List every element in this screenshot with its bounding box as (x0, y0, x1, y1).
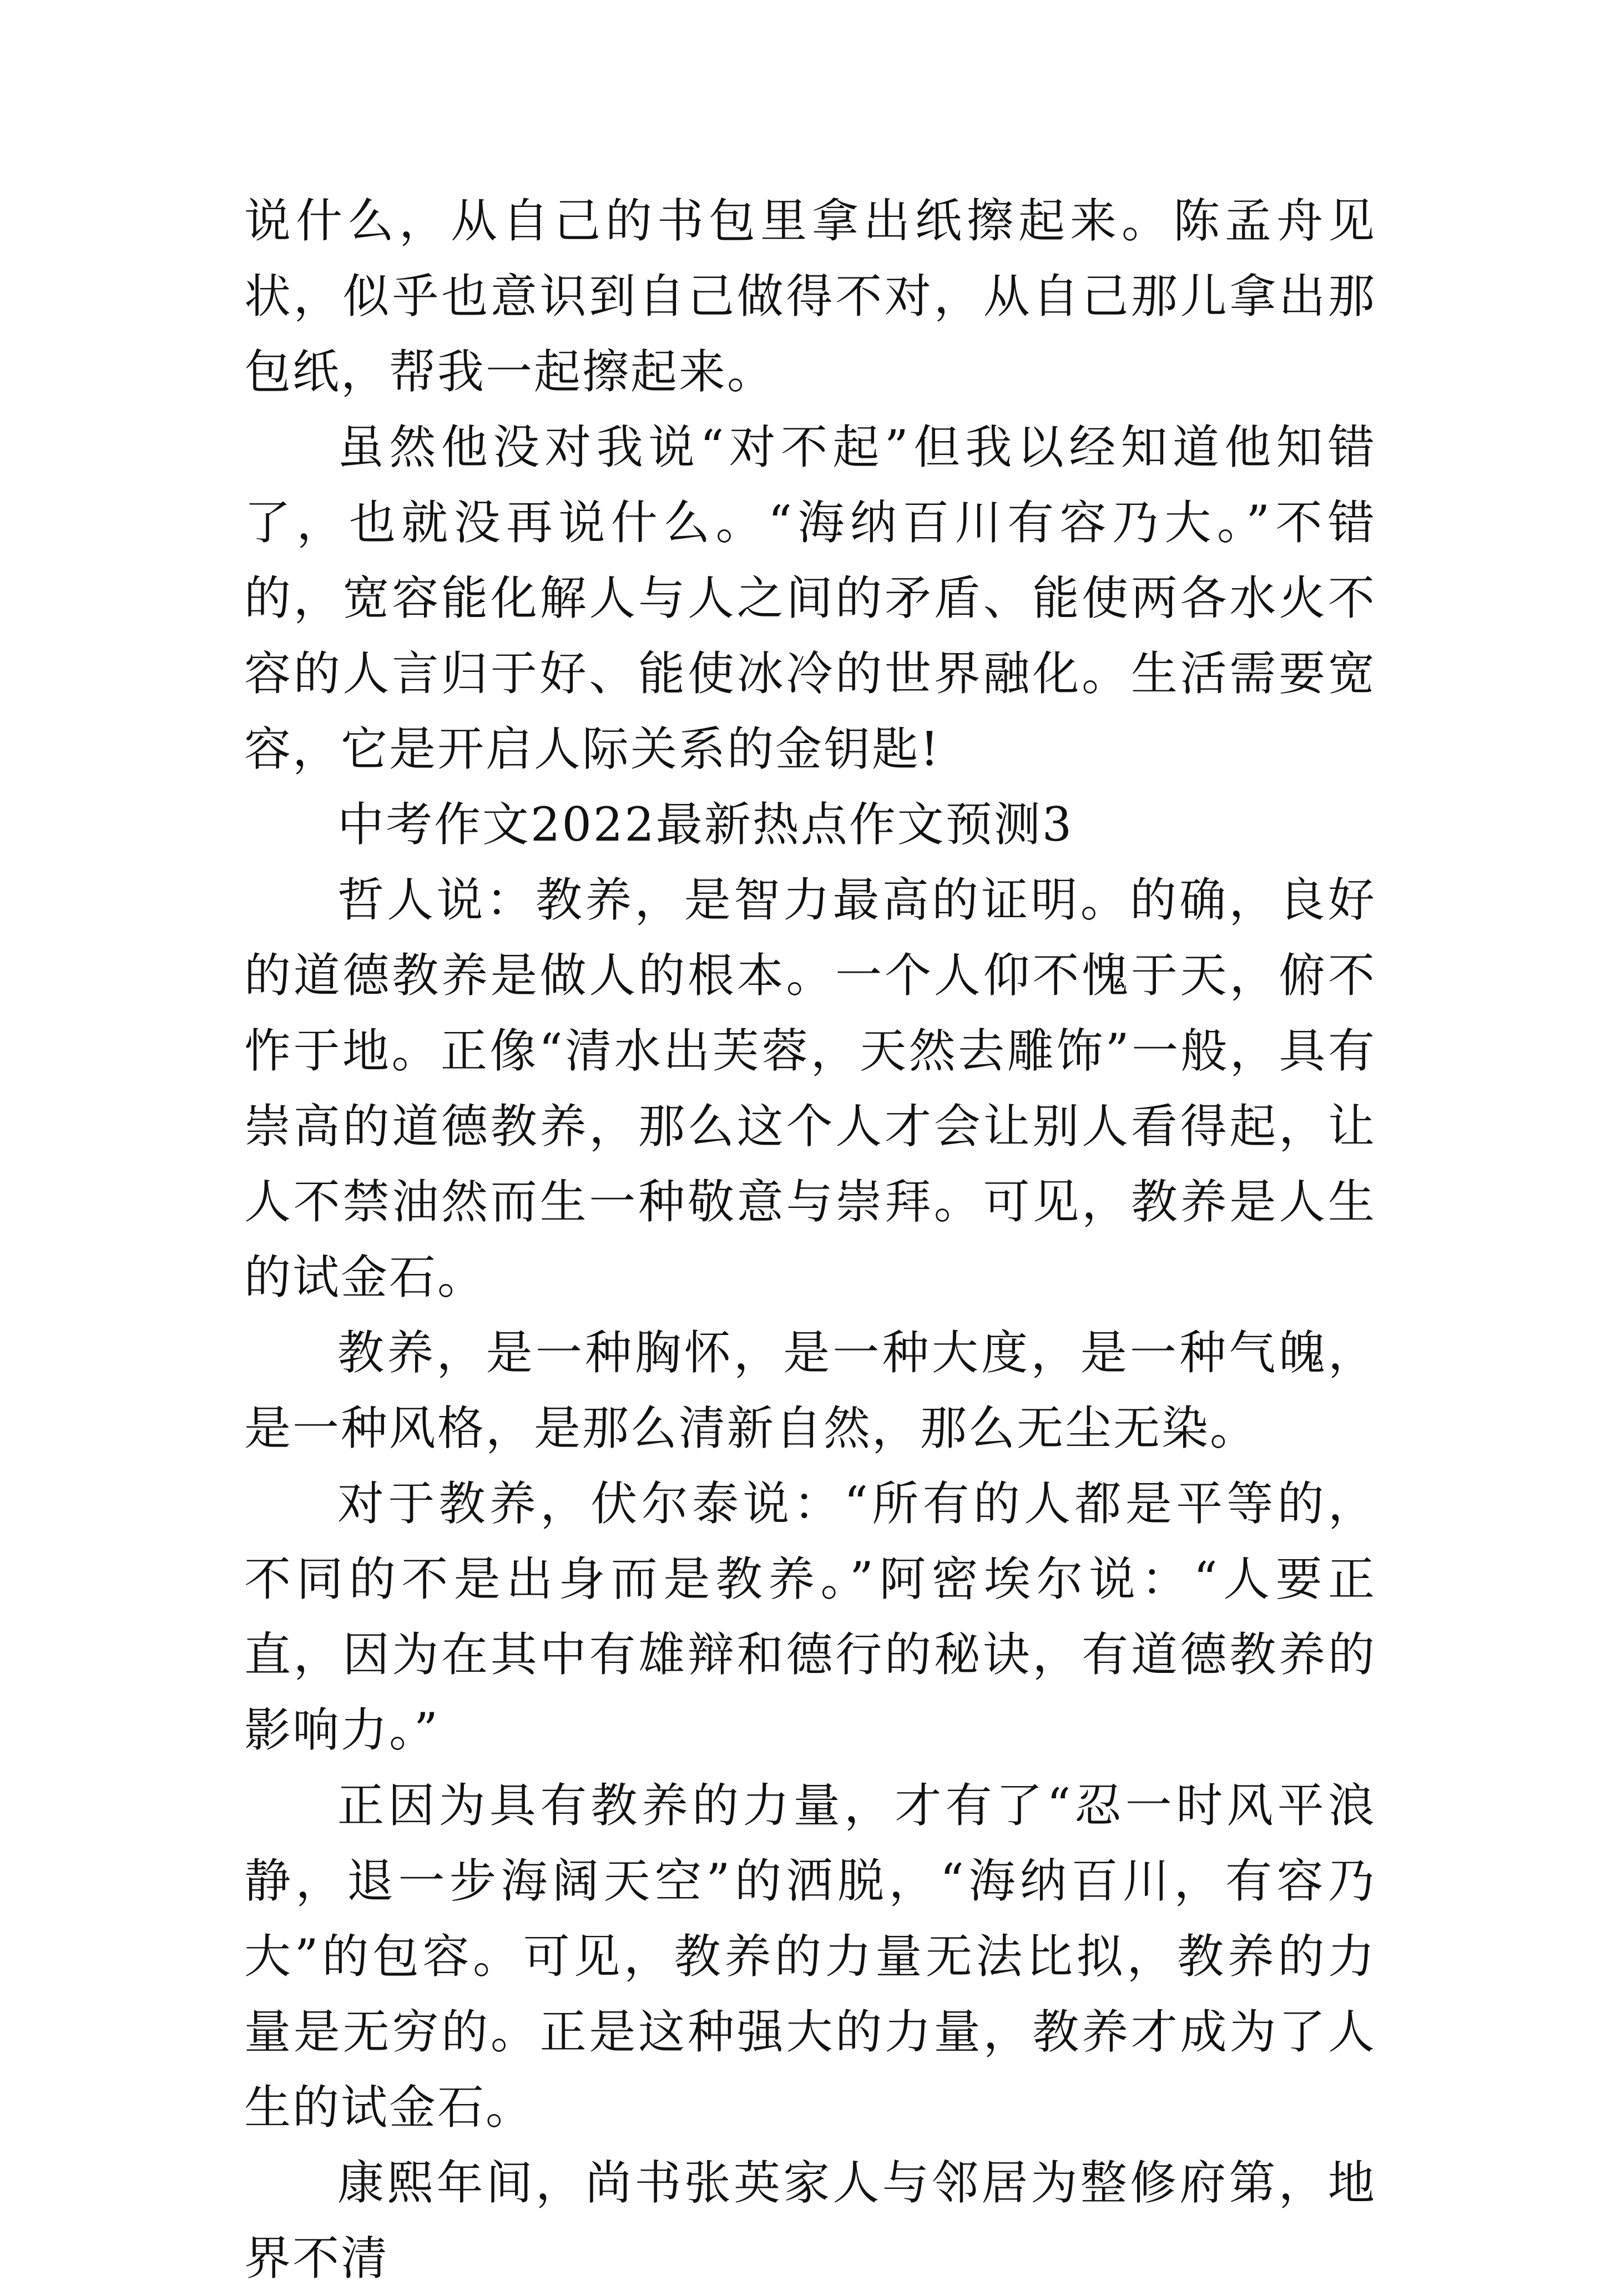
paragraph: 虽然他没对我说“对不起”但我以经知道他知错了，也就没再说什么。“海纳百川有容乃大。”不错的，宽容能化解人与人之间的矛盾、能使两各水火不容的人言归于好、能使冰冷的世界融化。生活需要宽容，它是开启人际关系的金钥匙! (244, 420, 1376, 776)
paragraph: 康熙年间，尚书张英家人与邻居为整修府第，地界不清 (244, 2156, 1376, 2285)
paragraph: 对于教养，伏尔泰说：“所有的人都是平等的，不同的不是出身而是教养。”阿密埃尔说：“人要正直，因为在其中有雄辩和德行的秘诀，有道德教养的影响力。” (244, 1476, 1376, 1757)
paragraph: 说什么，从自己的书包里拿出纸擦起来。陈孟舟见状，似乎也意识到自己做得不对，从自己那儿拿出那包纸，帮我一起擦起来。 (244, 194, 1376, 399)
paragraph: 正因为具有教养的力量，才有了“忍一时风平浪静，退一步海阔天空”的洒脱，“海纳百川，有容乃大”的包容。可见，教养的力量无法比拟，教养的力量是无穷的。正是这种强大的力量，教养才成为了人生的试金石。 (244, 1778, 1376, 2135)
paragraph: 哲人说：教养，是智力最高的证明。的确，良好的道德教养是做人的根本。一个人仰不愧于天，俯不怍于地。正像“清水出芙蓉，天然去雕饰”一般，具有崇高的道德教养，那么这个人才会让别人看得起，让人不禁油然而生一种敬意与崇拜。可见，教养是人生的试金石。 (244, 873, 1376, 1304)
paragraph: 教养，是一种胸怀，是一种大度，是一种气魄，是一种风格，是那么清新自然，那么无尘无染。 (244, 1326, 1376, 1455)
section-heading: 中考作文2022最新热点作文预测3 (337, 797, 1074, 852)
document-body (244, 183, 1376, 2296)
